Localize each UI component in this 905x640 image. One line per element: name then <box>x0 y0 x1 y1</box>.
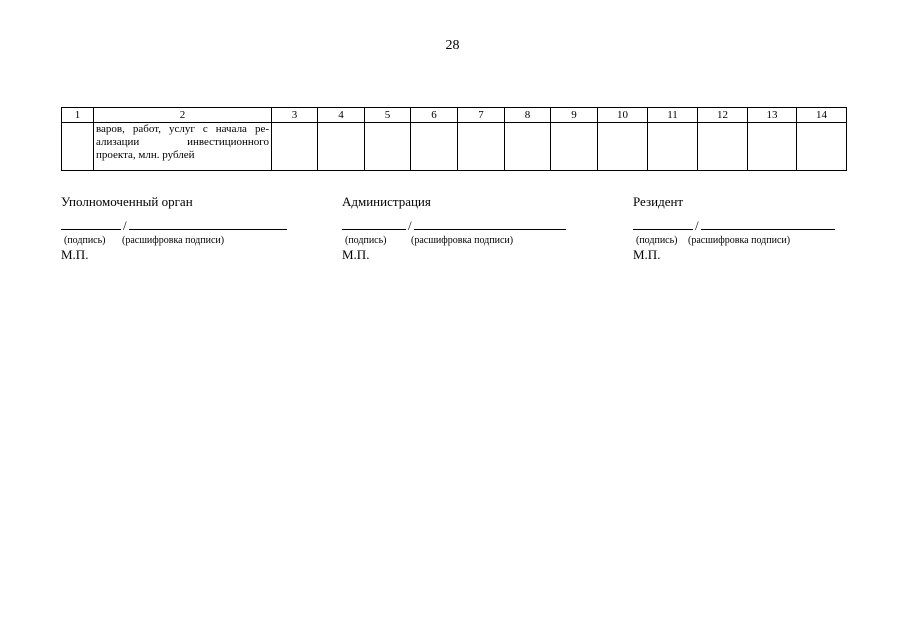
row-description-line: проекта, млн. рублей <box>96 149 195 161</box>
caption-signature: (подпись) <box>636 235 678 246</box>
table-cell <box>411 123 458 171</box>
table-cell <box>458 123 505 171</box>
slash-separator: / <box>123 218 127 233</box>
signature-title: Уполномоченный орган <box>61 194 193 209</box>
row-description-line: ализации инвестиционного <box>96 136 269 148</box>
caption-signature: (подпись) <box>345 235 387 246</box>
column-number: 2 <box>94 108 272 123</box>
signature-title: Администрация <box>342 194 431 209</box>
table-cell <box>272 123 318 171</box>
table-cell <box>318 123 365 171</box>
table-cell <box>648 123 698 171</box>
stamp-place: М.П. <box>342 247 370 262</box>
column-number: 12 <box>698 108 748 123</box>
column-number: 1 <box>62 108 94 123</box>
stamp-place: М.П. <box>61 247 89 262</box>
table-header-row <box>62 108 847 123</box>
table-cell <box>698 123 748 171</box>
name-line <box>701 219 835 230</box>
column-number: 4 <box>318 108 365 123</box>
table-cell <box>365 123 411 171</box>
row-description <box>94 123 272 171</box>
signature-captions <box>342 235 566 246</box>
data-table <box>61 107 847 171</box>
row-description-line: варов, работ, услуг с начала ре- <box>96 123 269 135</box>
column-number: 11 <box>648 108 698 123</box>
table-cell <box>598 123 648 171</box>
table-cell <box>748 123 797 171</box>
column-number: 10 <box>598 108 648 123</box>
column-number: 14 <box>797 108 847 123</box>
name-line <box>129 219 287 230</box>
column-number: 6 <box>411 108 458 123</box>
signature-line <box>342 219 406 230</box>
signature-block-authorized-body <box>61 193 287 262</box>
signature-captions <box>633 235 835 246</box>
column-number: 9 <box>551 108 598 123</box>
signature-line <box>633 219 693 230</box>
signature-block-administration <box>342 193 566 262</box>
signature-lines <box>633 219 835 233</box>
page-number: 28 <box>445 38 460 53</box>
column-number: 8 <box>505 108 551 123</box>
name-line <box>414 219 566 230</box>
table-row <box>62 123 847 171</box>
caption-signature: (подпись) <box>64 235 106 246</box>
table-cell <box>505 123 551 171</box>
slash-separator: / <box>695 218 699 233</box>
stamp-place: М.П. <box>633 247 661 262</box>
signature-title: Резидент <box>633 194 684 209</box>
signature-lines <box>342 219 566 233</box>
column-number: 5 <box>365 108 411 123</box>
table-cell <box>797 123 847 171</box>
signature-block-resident <box>633 193 835 262</box>
signature-lines <box>61 219 287 233</box>
signature-line <box>61 219 121 230</box>
caption-decoding: (расшифровка подписи) <box>411 235 514 246</box>
caption-decoding: (расшифровка подписи) <box>122 235 225 246</box>
column-number: 7 <box>458 108 505 123</box>
table-cell <box>551 123 598 171</box>
column-number: 13 <box>748 108 797 123</box>
column-number: 3 <box>272 108 318 123</box>
slash-separator: / <box>408 218 412 233</box>
caption-decoding: (расшифровка подписи) <box>688 235 791 246</box>
signature-captions <box>61 235 287 246</box>
table-cell <box>62 123 94 171</box>
